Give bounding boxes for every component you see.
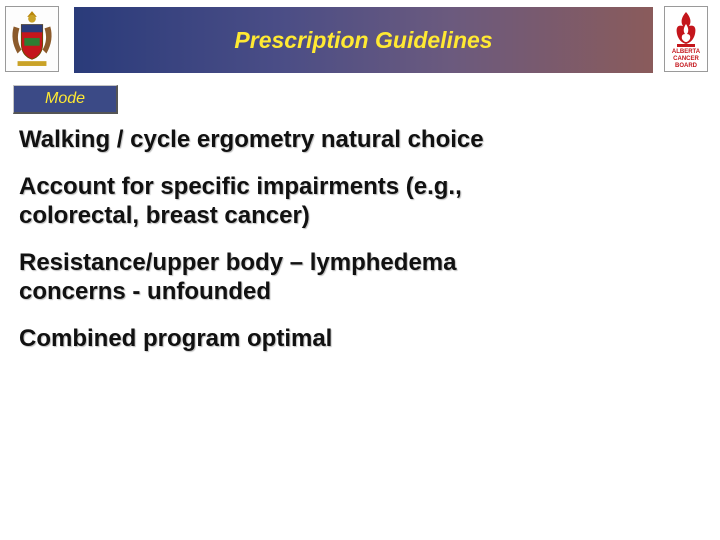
bullet-item: Walking / cycle ergometry natural choice (19, 126, 484, 153)
slide-title: Prescription Guidelines (234, 26, 493, 53)
section-label-mode: Mode (13, 85, 118, 114)
bullet-item: Account for specific impairments (e.g., colorectal, breast cancer) (19, 173, 462, 229)
bullet-list (19, 125, 499, 371)
title-bar (74, 7, 653, 73)
logo-right-text: ALBERTA CANCER BOARD (671, 49, 701, 69)
coat-of-arms-logo (5, 6, 59, 72)
coat-of-arms-icon (6, 7, 58, 71)
bullet-item: Combined program optimal (19, 325, 333, 352)
bullet-item: Resistance/upper body – lymphedema concerns - unfounded (19, 249, 457, 305)
alberta-cancer-board-logo (664, 6, 708, 72)
flame-emblem-icon (669, 10, 703, 48)
